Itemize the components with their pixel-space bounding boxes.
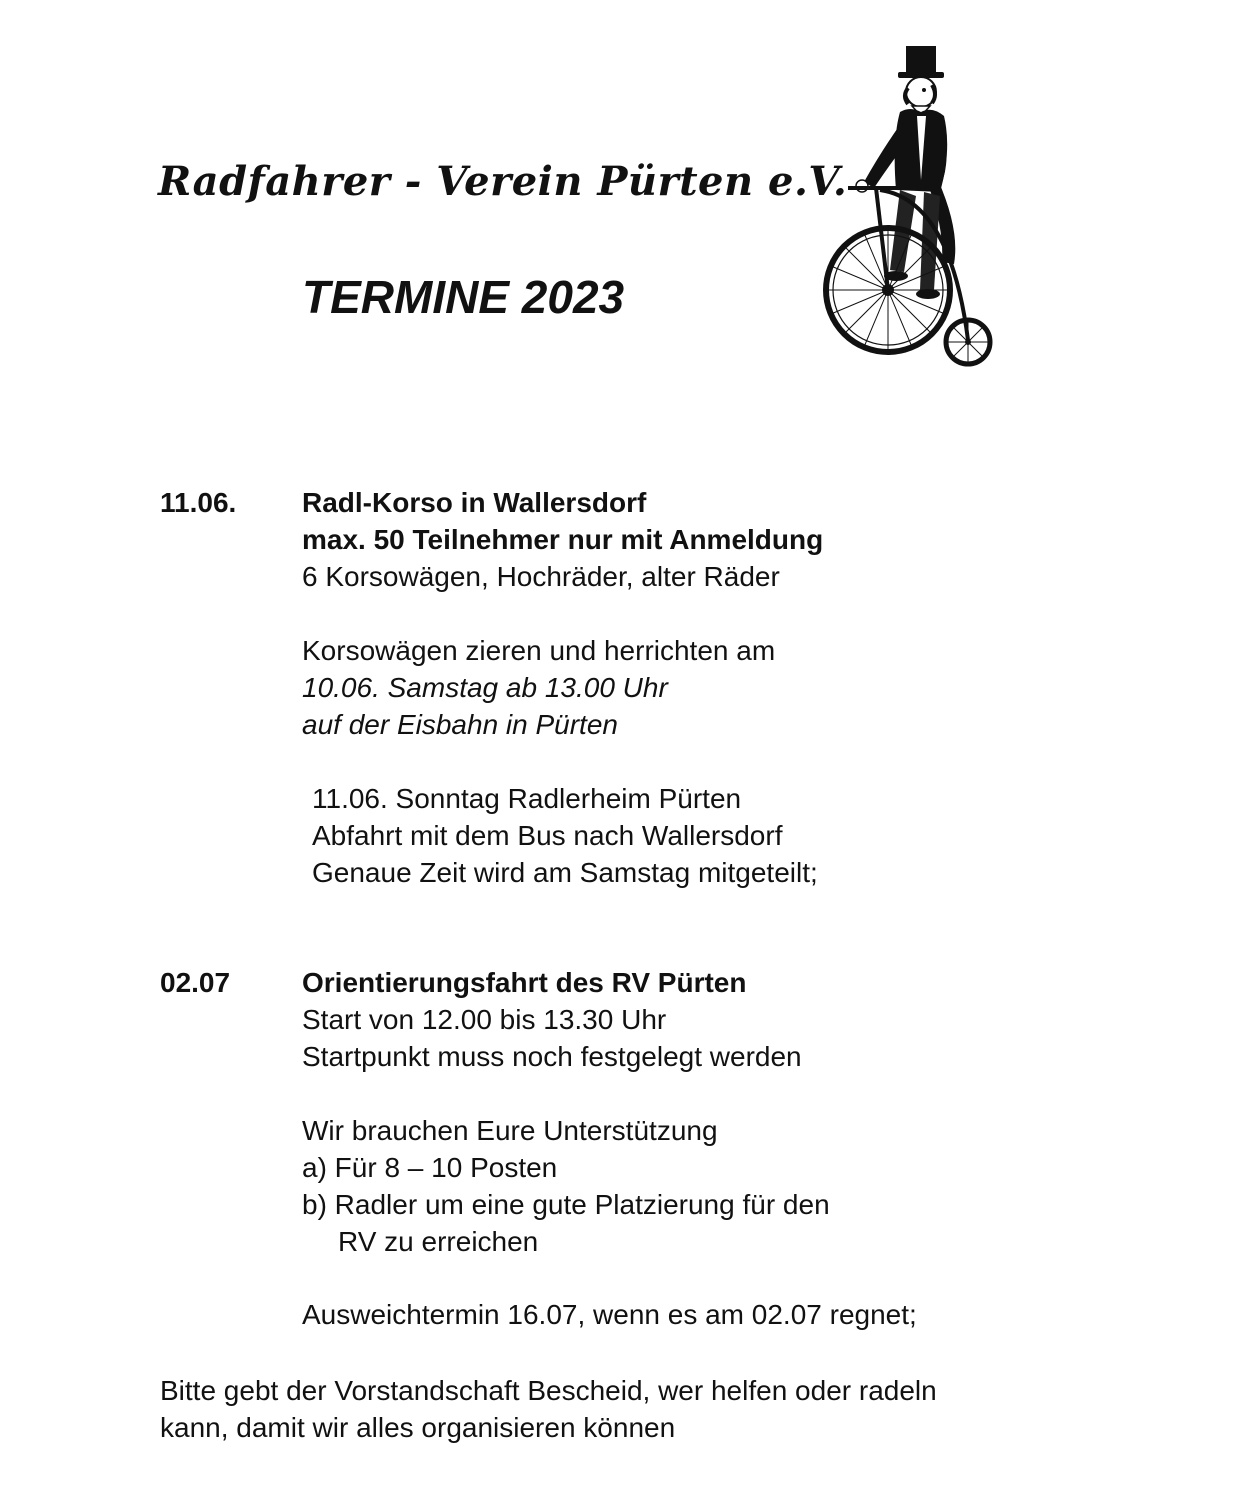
penny-farthing-rider-icon: [820, 40, 1000, 396]
event-item-a: a) Für 8 – 10 Posten: [302, 1152, 558, 1183]
footer-line: Bitte gebt der Vorstandschaft Bescheid, wer helfen oder radeln: [160, 1375, 937, 1406]
event-item-b-continued: RV zu erreichen: [338, 1226, 539, 1257]
event-time-note: Genaue Zeit wird am Samstag mitgeteilt;: [312, 857, 818, 888]
event-date: 11.06.: [160, 487, 237, 518]
event-headline: Orientierungsfahrt des RV Pürten: [302, 967, 747, 998]
event-start-line: Start von 12.00 bis 13.30 Uhr: [302, 1004, 667, 1035]
event-prep-place: auf der Eisbahn in Pürten: [302, 709, 618, 740]
event-prep-time: 10.06. Samstag ab 13.00 Uhr: [302, 672, 668, 703]
event-day-line: 11.06. Sonntag Radlerheim Pürten: [312, 783, 742, 814]
footer-line: kann, damit wir alles organisieren können: [160, 1412, 676, 1443]
event-subheadline: max. 50 Teilnehmer nur mit Anmeldung: [302, 524, 824, 555]
event-detail: 6 Korsowägen, Hochräder, alter Räder: [302, 561, 780, 592]
event-fallback-line: Ausweichtermin 16.07, wenn es am 02.07 regnet;: [302, 1299, 917, 1330]
event-date: 02.07: [160, 967, 231, 998]
event-bus-line: Abfahrt mit dem Bus nach Wallersdorf: [312, 820, 783, 851]
event-prep-line: Korsowägen zieren und herrichten am: [302, 635, 776, 666]
organization-name: Radfahrer - Verein Pürten e.V.: [158, 158, 848, 205]
event-support-line: Wir brauchen Eure Unterstützung: [302, 1115, 718, 1146]
event-headline: Radl-Korso in Wallersdorf: [302, 487, 647, 518]
event-item-b: b) Radler um eine gute Platzierung für den: [302, 1189, 830, 1220]
page-title: TERMINE 2023: [302, 271, 625, 323]
event-startpoint-line: Startpunkt muss noch festgelegt werden: [302, 1041, 802, 1072]
